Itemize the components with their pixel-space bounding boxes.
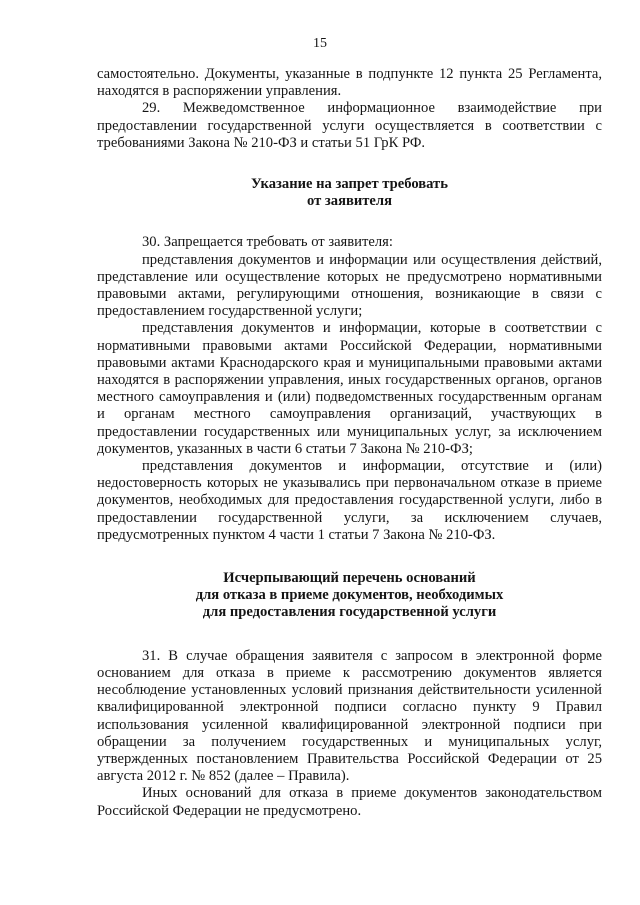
heading-line: Указание на запрет требовать bbox=[251, 176, 448, 193]
paragraph-30: 30. Запрещается требовать от заявителя: bbox=[142, 234, 393, 251]
page-number: 15 bbox=[313, 36, 327, 51]
paragraph-31: 31. В случае обращения заявителя с запросом в электронной форме основанием для отказа в приеме к рассмотрению документов является несоблюдение установленных условий признания действительности усиленной квалифицированной электронной подписи согласно пункту 9 Правил использования усиленной квалифицированной электронной подписи при обращении за получением государственных и муниципальных услуг, утвержденных постановлением Правительства Российской Федерации от 25 августа 2012 г. № 852 (далее – Правила). bbox=[97, 647, 602, 785]
paragraph-30-item-2: представления документов и информации, которые в соответствии с нормативными правовыми актами Российской Федерации, нормативными правовыми актами Краснодарского края и муниципальными правовыми актами находятся в распоряжении управления, иных государственных органов, органов местного самоуправления и (или) подведомственных государственным органам и органам местного самоуправления организаций, участвующих в предоставлении государственных или муниципальных услуг, за исключением документов, указанных в части 6 статьи 7 Закона № 210-ФЗ; bbox=[97, 320, 602, 457]
document-body bbox=[97, 66, 602, 820]
paragraph-30-item-1: представления документов и информации или осуществления действий, представление или осуществление которых не предусмотрено нормативными правовыми актами, регулирующими отношения, возникающие в связи с предоставлением государственной услуги; bbox=[97, 251, 602, 320]
section-heading-prohibition bbox=[97, 176, 602, 210]
paragraph-30-item-3: представления документов и информации, отсутствие и (или) недостоверность которых не указывались при первоначальном отказе в приеме документов, необходимых для предоставления государственной услуги, либо в предоставлении государственной услуги, за исключением случаев, предусмотренных пунктом 4 части 1 статьи 7 Закона № 210-ФЗ. bbox=[97, 458, 602, 543]
heading-line: для предоставления государственной услуги bbox=[202, 604, 497, 621]
paragraph-intro: самостоятельно. Документы, указанные в подпункте 12 пункта 25 Регламента, находятся в распоряжении управления. bbox=[97, 66, 602, 100]
heading-line: от заявителя bbox=[307, 193, 392, 210]
section-heading-refusal-grounds bbox=[97, 570, 602, 622]
heading-line: Исчерпывающий перечень оснований bbox=[223, 570, 476, 587]
paragraph-final: Иных оснований для отказа в приеме документов законодательством Российской Федерации не предусмотрено. bbox=[97, 785, 602, 819]
heading-line: для отказа в приеме документов, необходимых bbox=[195, 587, 504, 604]
paragraph-29: 29. Межведомственное информационное взаимодействие при предоставлении государственной услуги осуществляется в соответствии с требованиями Закона № 210-ФЗ и статьи 51 ГрК РФ. bbox=[97, 100, 602, 151]
